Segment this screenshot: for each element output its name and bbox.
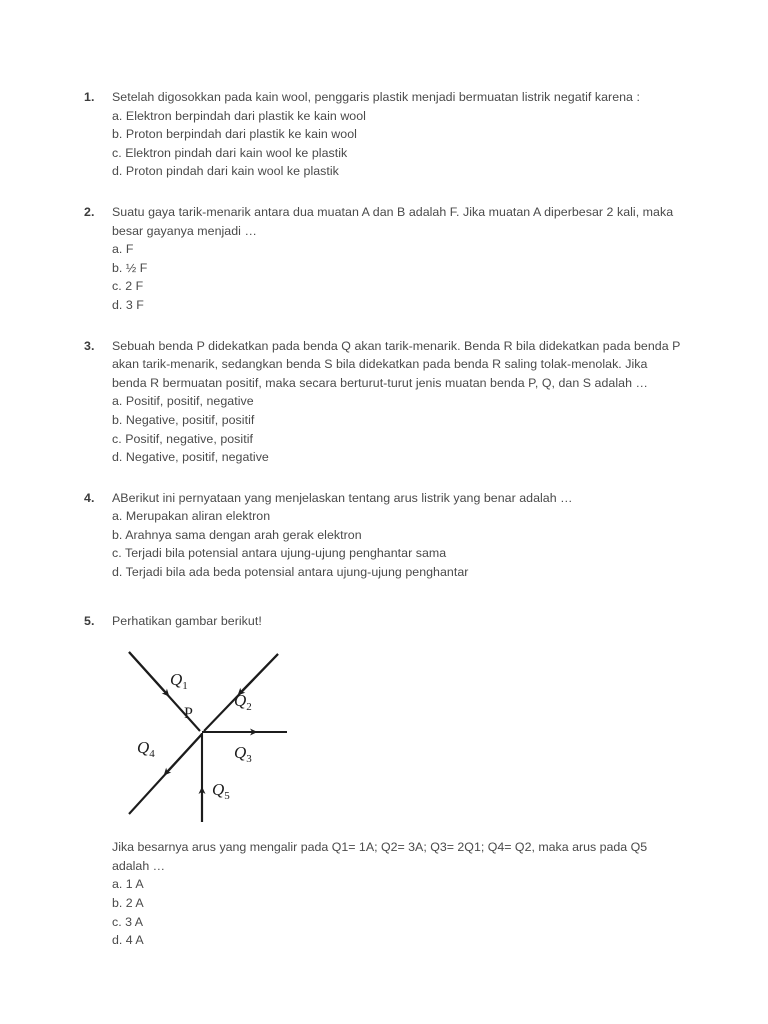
- branch-q5-subscript: 5: [224, 790, 230, 803]
- question-block-4: [84, 489, 684, 582]
- branch-q4: [129, 734, 202, 814]
- question-number-1: 1.: [84, 90, 95, 104]
- options-list-4: [112, 507, 684, 581]
- branch-q2-subscript: 2: [246, 701, 252, 714]
- question-number-5: 5.: [84, 613, 95, 628]
- option-4a: a. Merupakan aliran elektron: [112, 509, 271, 524]
- branch-q5: [202, 733, 230, 822]
- question-stem-5: Perhatikan gambar berikut!: [112, 613, 262, 628]
- option-2b: b. ½ F: [112, 260, 148, 275]
- question-number-2: 2.: [84, 204, 95, 219]
- node-label-p: P: [184, 705, 193, 723]
- option-1d: d. Proton pindah dari kain wool ke plastik: [112, 164, 339, 179]
- branch-q2: [204, 654, 278, 731]
- option-5d: d. 4 A: [112, 933, 144, 948]
- junction-diagram-svg: [112, 640, 312, 830]
- question-block-3: [84, 337, 684, 467]
- branch-q2-arrow: [240, 654, 278, 693]
- option-1a: a. Elektron berpindah dari plastik ke kain wool: [112, 108, 366, 123]
- question-stem-3: Sebuah benda P didekatkan pada benda Q akan tarik-menarik. Benda R bila didekatkan pada benda P akan tarik-menarik, sedangkan benda S bila didekatkan pada benda R saling tolak-menolak. Jika benda R bermuatan positif, maka secara berturut-turut jenis muatan benda P, Q, dan S adalah …: [112, 338, 681, 390]
- branch-q4-subscript: 4: [149, 748, 155, 761]
- options-list-3: [112, 392, 684, 466]
- branch-q5-label: $Q_5$: [212, 780, 230, 803]
- question-number-3: 3.: [84, 338, 95, 353]
- current-junction-figure: [112, 640, 312, 830]
- branch-q1-subscript: 1: [182, 680, 188, 693]
- option-3d: d. Negative, positif, negative: [112, 450, 269, 465]
- option-4d: d. Terjadi bila ada beda potensial antara ujung-ujung penghantar: [112, 565, 469, 580]
- branch-q1-arrow: [129, 652, 167, 694]
- option-5b: b. 2 A: [112, 896, 144, 911]
- branch-q2-label: $Q_2$: [234, 691, 252, 714]
- branch-q4-arrow: [166, 734, 202, 773]
- question-5-caption: Jika besarnya arus yang mengalir pada Q1= 1A; Q2= 3A; Q3= 2Q1; Q4= Q2, maka arus pada Q5 adalah …: [112, 840, 648, 873]
- options-list-1: [112, 107, 684, 181]
- option-4b: b. Arahnya sama dengan arah gerak elektron: [112, 527, 362, 542]
- option-3b: b. Negative, positif, positif: [112, 412, 255, 427]
- option-4c: c. Terjadi bila potensial antara ujung-ujung penghantar sama: [112, 546, 447, 561]
- question-block-2: [84, 203, 684, 315]
- question-stem-1: Setelah digosokkan pada kain wool, penggaris plastik menjadi bermuatan listrik negatif karena :: [112, 90, 640, 104]
- option-3a: a. Positif, positif, negative: [112, 394, 254, 409]
- option-2d: d. 3 F: [112, 297, 144, 312]
- option-2a: a. F: [112, 242, 134, 257]
- option-5a: a. 1 A: [112, 877, 144, 892]
- question-stem-2: Suatu gaya tarik-menarik antara dua muatan A dan B adalah F. Jika muatan A diperbesar 2 kali, maka besar gayanya menjadi …: [112, 204, 674, 238]
- branch-q1-label: $Q_1$: [170, 670, 188, 693]
- branch-q3-label: $Q_3$: [234, 743, 252, 766]
- option-2c: c. 2 F: [112, 279, 144, 294]
- question-block-5: [84, 612, 684, 950]
- option-3c: c. Positif, negative, positif: [112, 431, 253, 446]
- option-1b: b. Proton berpindah dari plastik ke kain wool: [112, 127, 357, 142]
- question-block-1: [84, 88, 684, 181]
- branch-q4-label: $Q_4$: [137, 738, 155, 761]
- option-5c: c. 3 A: [112, 914, 143, 929]
- branch-q3-subscript: 3: [246, 753, 252, 766]
- option-1c: c. Elektron pindah dari kain wool ke plastik: [112, 145, 348, 160]
- question-stem-4: ABerikut ini pernyataan yang menjelaskan tentang arus listrik yang benar adalah …: [112, 490, 573, 505]
- options-list-2: [112, 240, 684, 314]
- branch-q3: [202, 732, 287, 765]
- question-number-4: 4.: [84, 490, 95, 505]
- document-content: [84, 88, 684, 950]
- options-list-5: [112, 875, 684, 949]
